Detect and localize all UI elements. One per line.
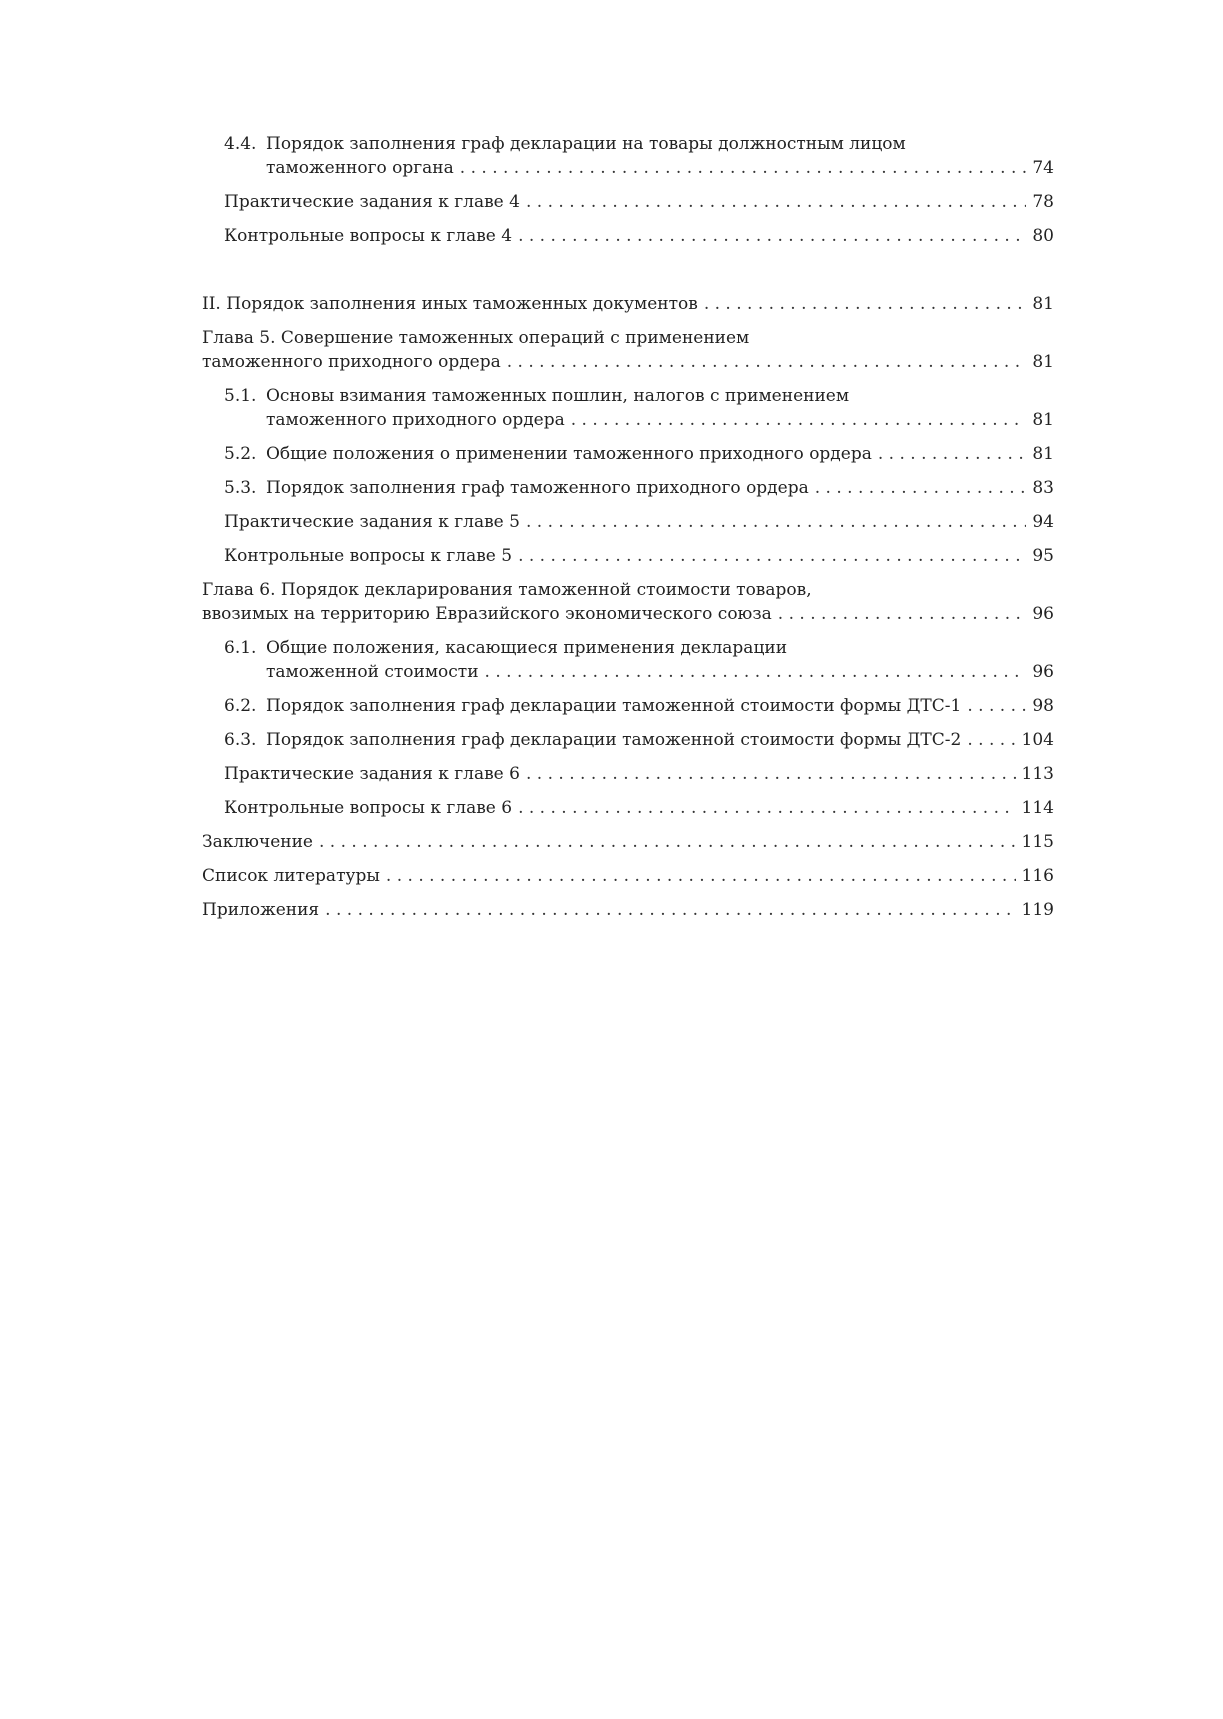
toc-entry (202, 796, 1054, 820)
toc-page-number: 98 (1032, 696, 1054, 716)
dot-leader (815, 476, 1027, 500)
dot-leader (778, 602, 1027, 626)
toc-entry-line (224, 408, 1054, 432)
dot-leader (325, 898, 1015, 922)
toc-entry-title: Практические задания к главе 6 (224, 764, 520, 784)
toc-page-number: 78 (1032, 192, 1054, 212)
toc-page-number: 74 (1032, 158, 1054, 178)
toc-page-number: 116 (1021, 866, 1054, 886)
toc-entry-title: Практические задания к главе 4 (224, 192, 520, 212)
dot-leader (967, 694, 1026, 718)
toc-entry (202, 578, 1054, 626)
toc-entry-line (224, 132, 1054, 156)
dot-leader (518, 796, 1015, 820)
table-of-contents (202, 132, 1054, 922)
toc-entry-title: Контрольные вопросы к главе 6 (224, 798, 513, 818)
toc-section-number: 5.3. (224, 478, 257, 498)
toc-entry (202, 510, 1054, 534)
toc-entry-line (224, 384, 1054, 408)
toc-entry (202, 292, 1054, 316)
toc-entry-title: Порядок заполнения граф таможенного приходного ордера (266, 478, 809, 498)
toc-entry-title: Практические задания к главе 5 (224, 512, 520, 532)
toc-entry-title: таможенной стоимости (266, 662, 479, 682)
toc-section-number: 6.2. (224, 696, 257, 716)
toc-entry-line (202, 292, 1054, 316)
dot-leader (518, 544, 1026, 568)
toc-entry-title: Приложения (202, 900, 320, 920)
toc-entry-title: таможенного приходного ордера (266, 410, 565, 430)
toc-entry-line (202, 830, 1054, 854)
dot-leader (485, 660, 1027, 684)
toc-page-number: 96 (1032, 604, 1054, 624)
toc-entry (202, 636, 1054, 684)
dot-leader (526, 190, 1026, 214)
toc-entry-title: Заключение (202, 832, 313, 852)
dot-leader (518, 224, 1026, 248)
dot-leader (526, 762, 1016, 786)
toc-entry-line (224, 728, 1054, 752)
toc-entry-line (224, 476, 1054, 500)
toc-page-number: 81 (1032, 294, 1054, 314)
toc-entry-line (224, 510, 1054, 534)
toc-entry-line (224, 442, 1054, 466)
dot-leader (878, 442, 1027, 466)
toc-entry-title: Глава 6. Порядок декларирования таможенной стоимости товаров, (202, 580, 812, 600)
toc-section-number: 6.1. (224, 638, 257, 658)
toc-entry-line (202, 578, 1054, 602)
toc-entry-line (224, 660, 1054, 684)
toc-entry-title: Контрольные вопросы к главе 5 (224, 546, 513, 566)
toc-entry (202, 132, 1054, 180)
toc-entry-line (202, 864, 1054, 888)
toc-page-number: 95 (1032, 546, 1054, 566)
toc-entry-line (224, 636, 1054, 660)
toc-entry-title: Список литературы (202, 866, 380, 886)
toc-entry-line (202, 326, 1054, 350)
toc-entry-title: таможенного органа (266, 158, 454, 178)
toc-section-number: 4.4. (224, 134, 257, 154)
toc-entry (202, 326, 1054, 374)
toc-page-number: 96 (1032, 662, 1054, 682)
toc-entry (202, 190, 1054, 214)
dot-leader (386, 864, 1016, 888)
toc-page-number: 119 (1021, 900, 1054, 920)
toc-page-number: 81 (1032, 410, 1054, 430)
dot-leader (526, 510, 1026, 534)
toc-entry (202, 442, 1054, 466)
toc-page-number: 104 (1021, 730, 1054, 750)
toc-entry-line (202, 898, 1054, 922)
toc-entry-line (224, 224, 1054, 248)
toc-entry-line (224, 762, 1054, 786)
toc-entry (202, 694, 1054, 718)
dot-leader (571, 408, 1027, 432)
toc-section-number: 5.1. (224, 386, 257, 406)
toc-page-number: 81 (1032, 352, 1054, 372)
toc-entry-line (224, 190, 1054, 214)
dot-leader (319, 830, 1016, 854)
toc-entry-title: Контрольные вопросы к главе 4 (224, 226, 513, 246)
toc-entry-title: таможенного приходного ордера (202, 352, 501, 372)
toc-page-number: 81 (1032, 444, 1054, 464)
toc-entry (202, 898, 1054, 922)
toc-entry-line (224, 694, 1054, 718)
toc-entry (202, 762, 1054, 786)
toc-entry-title: Порядок заполнения граф декларации на товары должностным лицом (266, 134, 906, 154)
toc-entry-title: II. Порядок заполнения иных таможенных документов (202, 294, 698, 314)
toc-page-number: 83 (1032, 478, 1054, 498)
toc-page-number: 114 (1021, 798, 1054, 818)
toc-entry-title: Общие положения, касающиеся применения декларации (266, 638, 788, 658)
toc-entry-title: Порядок заполнения граф декларации таможенной стоимости формы ДТС-1 (266, 696, 962, 716)
toc-entry-title: Основы взимания таможенных пошлин, налогов с применением (266, 386, 850, 406)
toc-entry-line (224, 796, 1054, 820)
dot-leader (507, 350, 1027, 374)
toc-entry (202, 476, 1054, 500)
toc-entry-line (224, 156, 1054, 180)
toc-entry-line (202, 602, 1054, 626)
toc-entry-title: Глава 5. Совершение таможенных операций с применением (202, 328, 750, 348)
toc-page-number: 80 (1032, 226, 1054, 246)
toc-section-number: 6.3. (224, 730, 257, 750)
dot-leader (704, 292, 1027, 316)
toc-entry-title: Порядок заполнения граф декларации таможенной стоимости формы ДТС-2 (266, 730, 962, 750)
toc-entry (202, 830, 1054, 854)
toc-entry-title: Общие положения о применении таможенного приходного ордера (266, 444, 872, 464)
toc-entry (202, 728, 1054, 752)
toc-entry (202, 384, 1054, 432)
toc-page-number: 115 (1021, 832, 1054, 852)
dot-leader (967, 728, 1015, 752)
toc-entry (202, 544, 1054, 568)
toc-page-number: 113 (1021, 764, 1054, 784)
toc-page-number: 94 (1032, 512, 1054, 532)
dot-leader (460, 156, 1027, 180)
toc-entry-line (202, 350, 1054, 374)
toc-section-number: 5.2. (224, 444, 257, 464)
toc-entry-line (224, 544, 1054, 568)
toc-entry-title: ввозимых на территорию Евразийского экономического союза (202, 604, 772, 624)
toc-entry (202, 864, 1054, 888)
toc-entry (202, 224, 1054, 248)
